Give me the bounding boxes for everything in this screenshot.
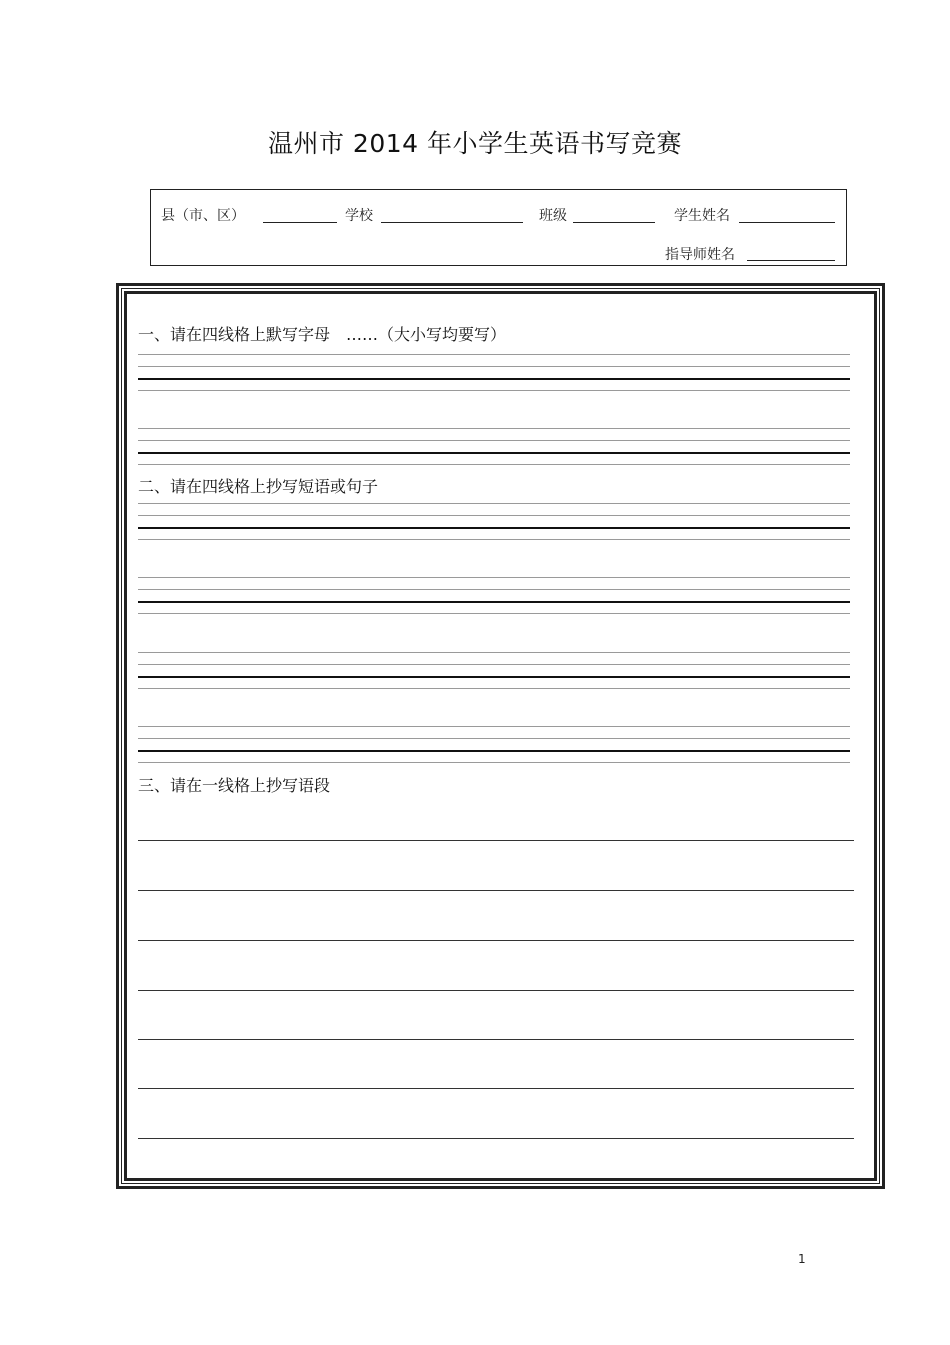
school-field[interactable] <box>381 222 523 223</box>
section-1-title: 一、请在四线格上默写字母 ……（大小写均要写） <box>138 325 507 344</box>
class-field[interactable] <box>573 222 655 223</box>
grid-line <box>138 726 850 727</box>
grid-line <box>138 354 850 355</box>
grid-line <box>138 390 850 391</box>
section-3-title: 三、请在一线格上抄写语段 <box>138 776 331 795</box>
county-field[interactable] <box>263 222 337 223</box>
grid-line <box>138 738 850 739</box>
grid-line <box>138 428 850 429</box>
grid-baseline <box>138 378 850 380</box>
teacher-name-field[interactable] <box>747 260 835 261</box>
page-title: 温州市 2014 年小学生英语书写竞赛 <box>267 129 683 158</box>
grid-line <box>138 577 850 578</box>
student-info-box <box>150 189 847 266</box>
grid-line <box>138 589 850 590</box>
answer-frame-inner-border <box>124 291 877 1181</box>
writing-line <box>138 890 854 891</box>
grid-line <box>138 503 850 504</box>
student-name-field[interactable] <box>739 222 835 223</box>
grid-baseline <box>138 601 850 603</box>
teacher-name-label: 指导师姓名 <box>665 247 735 263</box>
student-name-label: 学生姓名 <box>674 208 730 224</box>
section-2-title: 二、请在四线格上抄写短语或句子 <box>138 477 379 496</box>
writing-line <box>138 1138 854 1139</box>
grid-line <box>138 539 850 540</box>
page-number: 1 <box>798 1252 806 1266</box>
grid-line <box>138 464 850 465</box>
county-label: 县（市、区） <box>161 208 245 224</box>
school-label: 学校 <box>345 208 373 224</box>
grid-line <box>138 664 850 665</box>
writing-line <box>138 940 854 941</box>
writing-line <box>138 990 854 991</box>
grid-line <box>138 762 850 763</box>
writing-line <box>138 1039 854 1040</box>
grid-baseline <box>138 750 850 752</box>
grid-baseline <box>138 676 850 678</box>
grid-line <box>138 613 850 614</box>
writing-line <box>138 840 854 841</box>
grid-line <box>138 652 850 653</box>
grid-line <box>138 366 850 367</box>
grid-baseline <box>138 527 850 529</box>
grid-line <box>138 688 850 689</box>
grid-baseline <box>138 452 850 454</box>
grid-line <box>138 440 850 441</box>
writing-line <box>138 1088 854 1089</box>
class-label: 班级 <box>539 208 567 224</box>
grid-line <box>138 515 850 516</box>
